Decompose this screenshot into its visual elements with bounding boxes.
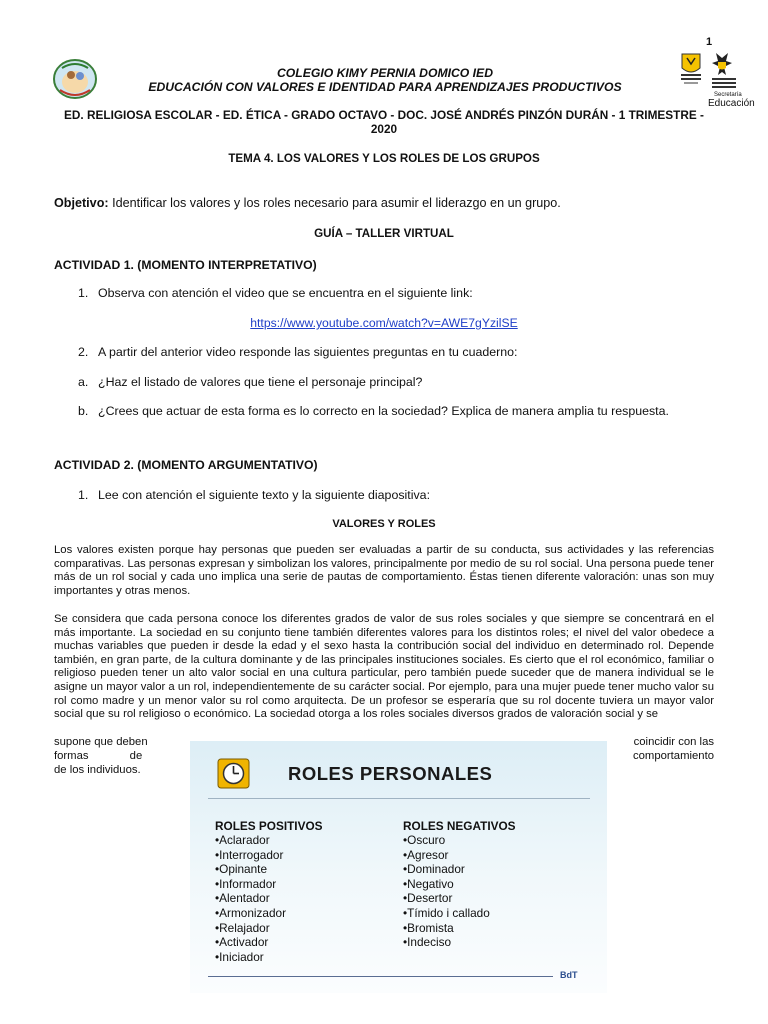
video-link[interactable]: https://www.youtube.com/watch?v=AWE7gYzilSE [250, 316, 518, 330]
list-item-text: Lee con atención el siguiente texto y la siguiente diapositiva: [98, 488, 431, 502]
objective-text: Identificar los valores y los roles necesario para asumir el liderazgo en un grupo. [108, 196, 561, 210]
list-marker: a. [78, 375, 89, 389]
positive-roles-heading: ROLES POSITIVOS [215, 819, 323, 833]
list-item-text: ¿Haz el listado de valores que tiene el personaje principal? [98, 375, 423, 389]
negative-roles-heading: ROLES NEGATIVOS [403, 819, 516, 833]
objective [54, 196, 714, 210]
list-item: • Alentador [215, 891, 286, 906]
paragraph-2: Se considera que cada persona conoce los diferentes grados de valor de sus roles sociales y que siempre se concentrará en el más importante. La sociedad en su conjunto tiene también diferentes valores para los distintos roles; el nivel del valor obedece a muchas variables que pueden ir desde la edad y el sexo hasta la contribución social del individuo en determinado rol. Depende también, en gran parte, de la cultura dominante y de las principales instituciones sociales. Es cierto que el rol económico, familiar o religioso pueden tener un alto valor social en una cultura particular, pero también puede suceder que de manera individual se le asigne un mayor valor a un rol, independientemente de su carácter social. Por ejemplo, para una mujer puede tener mucho valor su rol como madre y un menor valor su rol como arquitecta. De un profesor se esperaría que su rol docente tuviera un mayor valor social que su rol religioso o económico. La sociedad otorga a los roles sociales diversos grados de valoración social y se [54, 613, 714, 721]
course-line: ED. RELIGIOSA ESCOLAR - ED. ÉTICA - GRADO OCTAVO - DOC. JOSÉ ANDRÉS PINZÓN DURÁN - 1 TRIMESTRE - 2020 [64, 108, 704, 136]
list-marker: b. [78, 404, 89, 418]
objective-label: Objetivo: [54, 196, 109, 210]
activity2-item-1 [78, 488, 714, 504]
tail-right-text: coincidir con las [633, 736, 714, 748]
list-item: • Interrogador [215, 848, 286, 863]
list-item: • Bromista [403, 921, 490, 936]
activity2-title: ACTIVIDAD 2. (MOMENTO ARGUMENTATIVO) [54, 458, 318, 472]
positive-roles-list [215, 833, 286, 964]
list-marker: 2. [78, 345, 89, 359]
list-item: • Indeciso [403, 935, 490, 950]
list-item: • Negativo [403, 877, 490, 892]
list-item: • Iniciador [215, 950, 286, 965]
activity1-title: ACTIVIDAD 1. (MOMENTO INTERPRETATIVO) [54, 258, 317, 272]
page-number: 1 [706, 36, 713, 48]
tail-right-text: comportamiento [633, 750, 714, 762]
alcaldia-logo-secretaria: Secretaría [714, 92, 742, 98]
alcaldia-logo-educacion: Educación [708, 98, 755, 109]
activity1-item-2 [78, 345, 714, 361]
slide-title: ROLES PERSONALES [288, 763, 493, 784]
activity1-item-1 [78, 286, 714, 302]
tail-left-text: supone que deben [54, 736, 148, 748]
list-item: • Opinante [215, 862, 286, 877]
list-item: • Relajador [215, 921, 286, 936]
tail-left-text: de los individuos. [54, 764, 141, 776]
list-marker: 1. [78, 488, 89, 502]
list-item-text: A partir del anterior video responde las siguientes preguntas en tu cuaderno: [98, 345, 518, 359]
list-item: • Dominador [403, 862, 490, 877]
list-item-text: ¿Crees que actuar de esta forma es lo correcto en la sociedad? Explica de manera amplia tu respuesta. [98, 404, 669, 418]
list-item: • Tímido i callado [403, 906, 490, 921]
list-item: • Activador [215, 935, 286, 950]
list-item: • Informador [215, 877, 286, 892]
activity1-item-b [78, 404, 714, 420]
section-title: VALORES Y ROLES [332, 518, 436, 530]
list-marker: 1. [78, 286, 89, 300]
tail-left-text: formas de [54, 750, 143, 762]
roles-slide [190, 741, 607, 993]
topic-title: TEMA 4. LOS VALORES Y LOS ROLES DE LOS GRUPOS [228, 152, 540, 165]
slide-brand: BdT [560, 970, 578, 980]
activity1-item-a [78, 375, 714, 391]
slide-bottom-divider [208, 976, 553, 977]
list-item: • Desertor [403, 891, 490, 906]
list-item: • Aclarador [215, 833, 286, 848]
school-logo [52, 58, 98, 100]
guide-title: GUÍA – TALLER VIRTUAL [314, 227, 454, 240]
list-item: • Armonizador [215, 906, 286, 921]
slide-divider [208, 798, 590, 799]
school-motto: EDUCACIÓN CON VALORES E IDENTIDAD PARA APRENDIZAJES PRODUCTIVOS [148, 80, 622, 94]
list-item: • Oscuro [403, 833, 490, 848]
paragraph-1: Los valores existen porque hay personas que pueden ser evaluadas a partir de su conducta, sus actividades y las referencias comparativas. Las personas expresan y simbolizan los valores, principalmente por medio de su rol social. Una persona puede tener más de un rol social y cada uno implica una serie de pautas de comportamiento. Éstas tienen diferente valoración: unas son muy importantes y otras menos. [54, 544, 714, 597]
clock-icon [217, 758, 250, 789]
negative-roles-list [403, 833, 490, 950]
list-item: • Agresor [403, 848, 490, 863]
list-item-text: Observa con atención el video que se encuentra en el siguiente link: [98, 286, 473, 300]
alcaldia-logo [676, 52, 754, 110]
school-name: COLEGIO KIMY PERNIA DOMICO IED [276, 66, 493, 80]
